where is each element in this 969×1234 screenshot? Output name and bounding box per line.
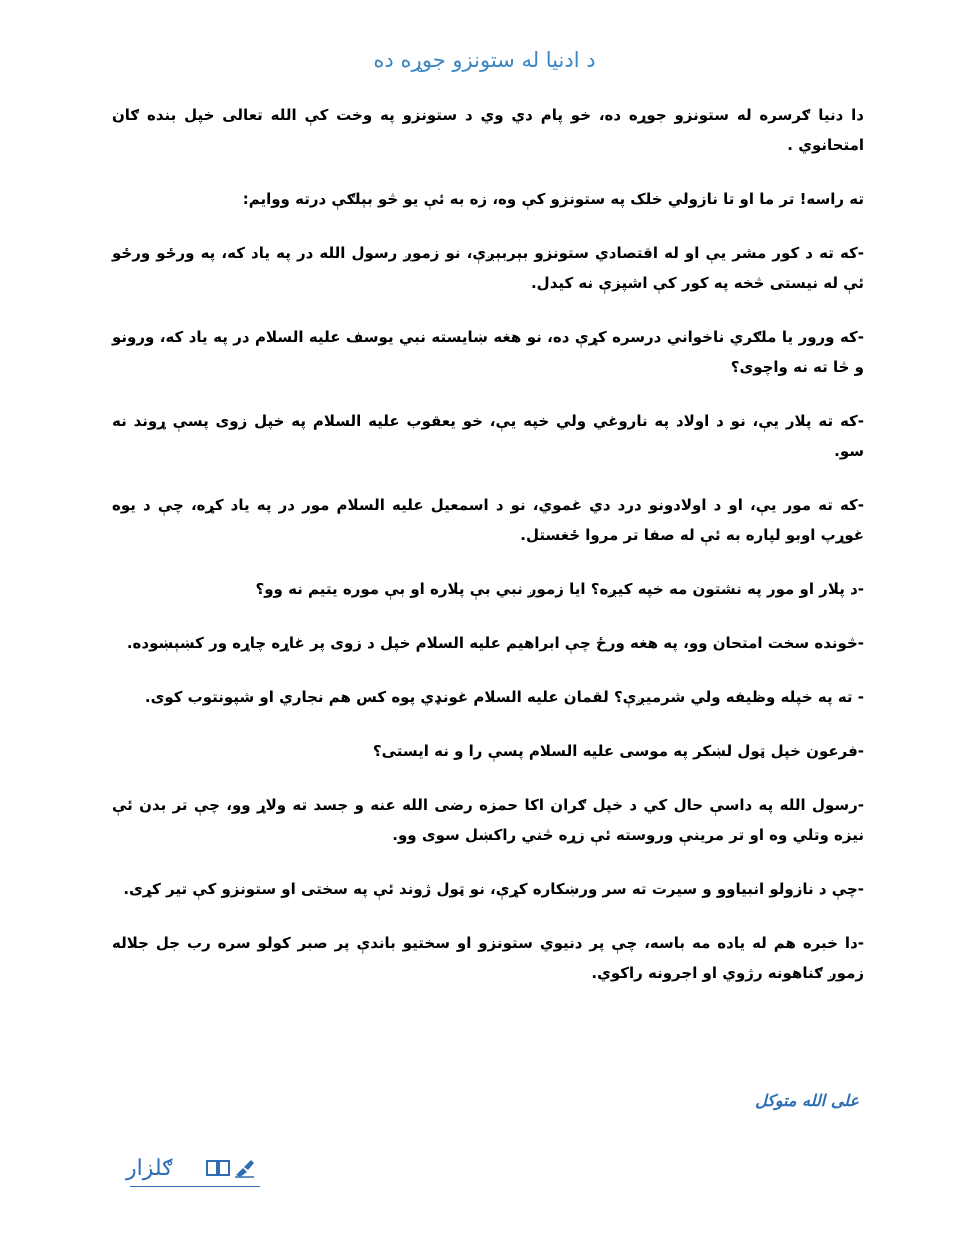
paragraph: -که ورور يا ملګري ناخواني درسره کړې ده، نو هغه ښايسته نبي يوسف عليه السلام در په ياد که، ورونو و څا ته نه واچوی؟ [112, 328, 864, 376]
logo-text: ګلزار [126, 1156, 173, 1181]
document-body [112, 100, 864, 1012]
paragraph: -رسول الله په داسې حال کي د خپل ګران اکا حمزه رضى الله عنه و جسد ته ولاړ وو، چې تر بدن ئې نيزه وتلي وه او تر مرينې وروسته ئې زړه څني راکښل سوی وو. [112, 796, 864, 844]
paragraph: دا دنيا ګرسره له ستونزو جوړه ده، خو پام دي وي د ستونزو په وخت کې الله تعالى خپل بنده ګان امتحانوي . [112, 106, 864, 154]
pen-icon [234, 1158, 256, 1178]
book-icon [206, 1159, 230, 1177]
paragraph: -فرعون خپل ټول لښکر په موسى عليه السلام پسې را و نه ايستى؟ [372, 742, 864, 760]
paragraph: -که ته مور يې، او د اولادونو درد دي غموي، نو د اسمعيل عليه السلام مور در په ياد کړه، چې د يوه غوړپ اوبو لپاره به ئې له صفا تر مروا ځغستل. [112, 496, 864, 544]
paragraph: -څونده سخت امتحان وو، په هغه ورځ چې ابراهيم عليه السلام خپل د زوی پر غاړه چاړه ور کښېښودە. [126, 634, 864, 652]
gulzar-logo [126, 1152, 266, 1192]
author-signature: على الله متوكل [755, 1091, 859, 1110]
paragraph: -که ته د کور مشر يې او له اقتصادي ستونزو بېربېږې، نو زموږ رسول الله در په ياد که، په ورځو ورځو ئې له نيستى څخه په کور کې اشپزې نه کيدل. [112, 244, 864, 292]
paragraph: -دا خبره هم له ياده مه باسه، چې پر دنيوي ستونزو او سختيو باندې پر صبر کولو سره رب جل جلاله زموږ ګناهونه رژوي او اجرونه راکوي. [112, 934, 864, 982]
paragraph: -د پلار او مور په نشتون مه خپه کيږه؟ ايا زموږ نبي بې پلاره او بې موره يتيم نه وو؟ [255, 580, 864, 598]
paragraph: -چې د نازولو انبياوو و سيرت ته سر ورښکاره کړې، نو ټول ژوند ئې په سختى او ستونزو کې تير کړی. [123, 880, 864, 898]
paragraph: - ته په خپله وظيفه ولي شرميږې؟ لقمان عليه السلام غونډي پوه کس هم نجاري او شپونتوب کوی. [144, 688, 864, 706]
document-title: د ادنیا له ستونزو جوړه ده [373, 48, 596, 72]
paragraph: -که ته پلار يې، نو د اولاد په ناروغي ولي خپه يې، خو يعقوب عليه السلام په خپل زوی پسې ړوند نه سو. [112, 412, 864, 460]
paragraph: ته راسه! تر ما او تا نازولي خلک په ستونزو کې وه، زه به ئې يو څو بېلګې درته ووايم: [242, 190, 864, 208]
logo-underline [130, 1186, 260, 1187]
